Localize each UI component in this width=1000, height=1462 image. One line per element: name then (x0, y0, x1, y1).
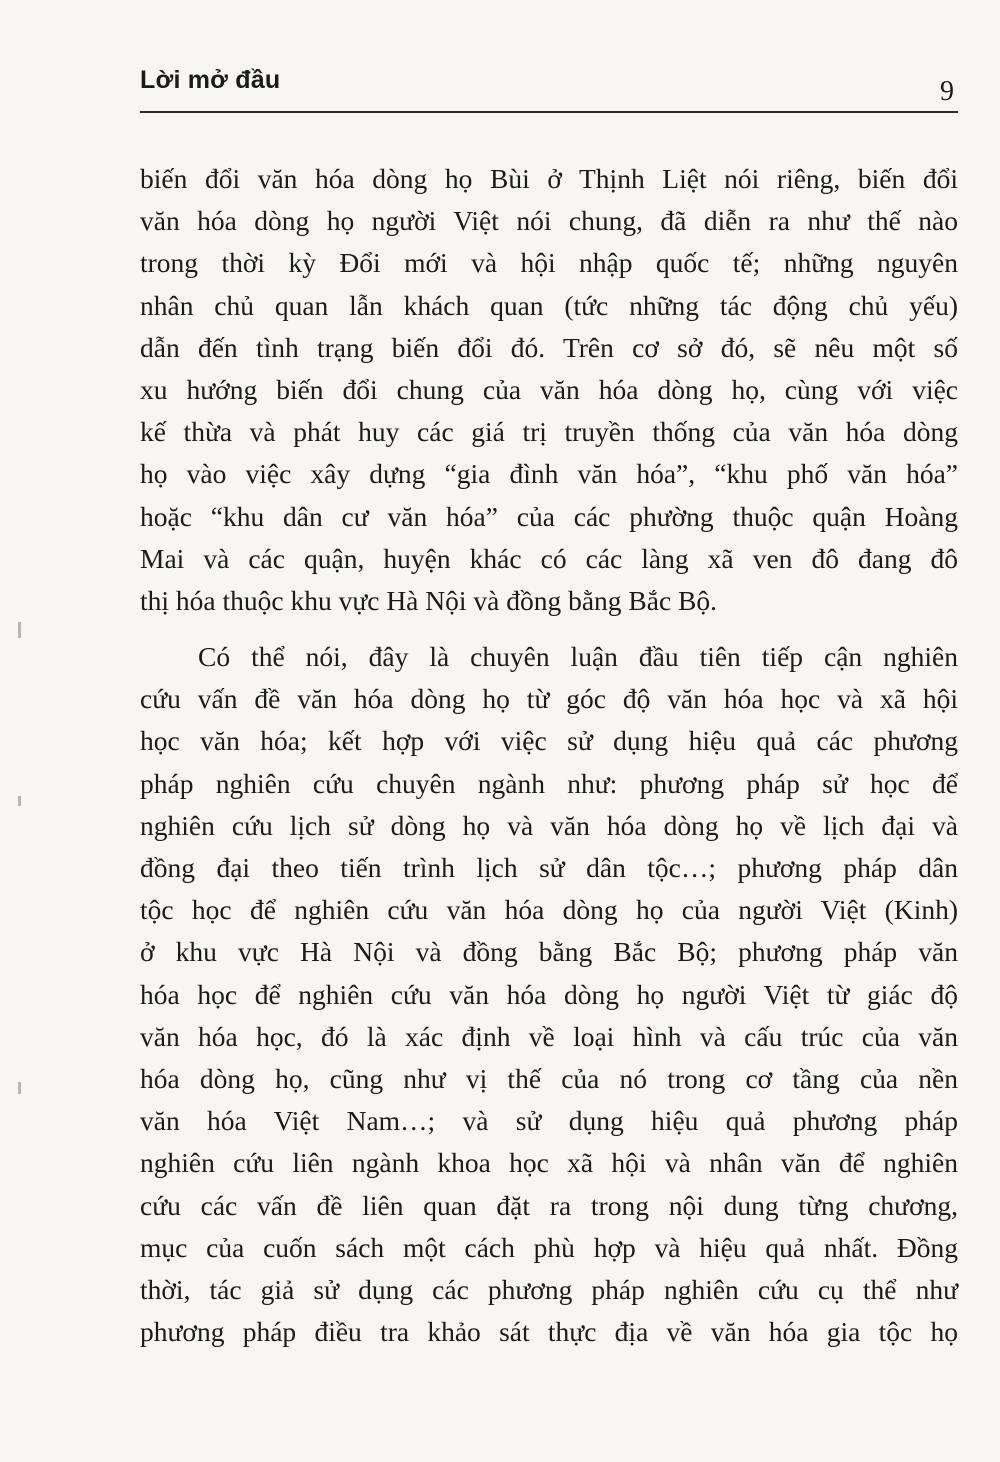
text-line: hoặc “khu dân cư văn hóa” của các phường thuộc quận Hoàng (140, 500, 958, 532)
text-line: văn hóa học, đó là xác định về loại hình và cấu trúc của văn (140, 1020, 958, 1052)
text-line: hóa dòng họ, cũng như vị thế của nó trong cơ tầng của nền (140, 1062, 958, 1094)
paragraph-2 (140, 636, 958, 1353)
binding-mark (18, 1082, 21, 1094)
text-line: mục của cuốn sách một cách phù hợp và hiệu quả nhất. Đồng (140, 1231, 958, 1263)
text-line: họ vào việc xây dựng “gia đình văn hóa”, “khu phố văn hóa” (140, 458, 958, 490)
text-line: hóa học để nghiên cứu văn hóa dòng họ người Việt từ giác độ (140, 978, 958, 1010)
binding-mark (18, 622, 21, 638)
page-number: 9 (940, 76, 954, 107)
text-line: nghiên cứu liên ngành khoa học xã hội và nhân văn để nghiên (140, 1147, 958, 1179)
paragraph-1 (140, 158, 958, 622)
text-line: trong thời kỳ Đổi mới và hội nhập quốc tế; những nguyên (140, 247, 958, 279)
text-line: thời, tác giả sử dụng các phương pháp nghiên cứu cụ thể như (140, 1273, 958, 1305)
text-line: Có thể nói, đây là chuyên luận đầu tiên tiếp cận nghiên (198, 641, 958, 673)
text-line: đồng đại theo tiến trình lịch sử dân tộc…; phương pháp dân (140, 852, 958, 883)
header-divider (140, 111, 958, 113)
binding-mark (18, 796, 21, 806)
running-header (140, 66, 958, 110)
text-line: nghiên cứu lịch sử dòng họ và văn hóa dòng họ về lịch đại và (140, 809, 958, 841)
text-line: ở khu vực Hà Nội và đồng bằng Bắc Bộ; phương pháp văn (140, 936, 958, 968)
text-line: học văn hóa; kết hợp với việc sử dụng hiệu quả các phương (140, 725, 958, 757)
text-line: kế thừa và phát huy các giá trị truyền thống của văn hóa dòng (140, 416, 958, 448)
text-line: nhân chủ quan lẫn khách quan (tức những tác động chủ yếu) (140, 289, 958, 321)
text-line: biến đổi văn hóa dòng họ Bùi ở Thịnh Liệt nói riêng, biến đổi (140, 163, 958, 194)
text-line: văn hóa Việt Nam…; và sử dụng hiệu quả phương pháp (140, 1105, 958, 1137)
text-line: cứu vấn đề văn hóa dòng họ từ góc độ văn hóa học và xã hội (140, 683, 958, 715)
text-line: thị hóa thuộc khu vực Hà Nội và đồng bằng Bắc Bộ. (140, 584, 718, 616)
text-line: tộc học để nghiên cứu văn hóa dòng họ của người Việt (Kinh) (140, 894, 958, 926)
text-line: văn hóa dòng họ người Việt nói chung, đã diễn ra như thế nào (140, 205, 958, 237)
chapter-title: Lời mở đầu (140, 66, 281, 94)
text-line: pháp nghiên cứu chuyên ngành như: phương pháp sử học để (140, 767, 958, 799)
text-line: phương pháp điều tra khảo sát thực địa về văn hóa gia tộc họ (140, 1316, 958, 1348)
text-line: xu hướng biến đổi chung của văn hóa dòng họ, cùng với việc (140, 373, 958, 405)
body-text (140, 158, 958, 1353)
paragraph-spacer (140, 622, 958, 636)
text-line: Mai và các quận, huyện khác có các làng xã ven đô đang đô (140, 542, 958, 574)
text-line: dẫn đến tình trạng biến đổi đó. Trên cơ sở đó, sẽ nêu một số (140, 331, 958, 363)
text-line: cứu các vấn đề liên quan đặt ra trong nội dung từng chương, (140, 1189, 958, 1221)
